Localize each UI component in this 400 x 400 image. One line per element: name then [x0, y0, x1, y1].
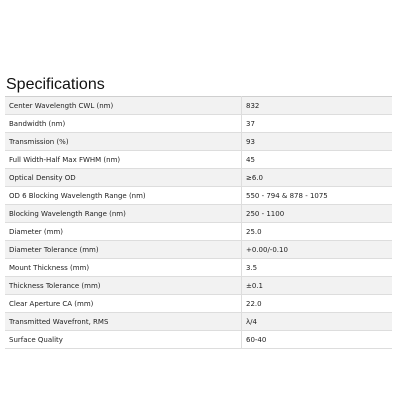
spec-row-diameter: [5, 223, 392, 241]
specifications-table: [5, 96, 392, 349]
spec-label: Center Wavelength CWL (nm): [5, 97, 242, 115]
spec-row-fwhm: [5, 151, 392, 169]
spec-value: 550 - 794 & 878 - 1075: [242, 187, 393, 205]
spec-value: ±0.1: [242, 277, 393, 295]
spec-row-diameter-tolerance: [5, 241, 392, 259]
spec-row-transmitted-wavefront: [5, 313, 392, 331]
spec-row-thickness-tolerance: [5, 277, 392, 295]
spec-label: Surface Quality: [5, 331, 242, 349]
spec-row-optical-density: [5, 169, 392, 187]
section-title: Specifications: [6, 76, 105, 93]
spec-row-center-wavelength: [5, 97, 392, 115]
spec-value: 93: [242, 133, 393, 151]
spec-label: Blocking Wavelength Range (nm): [5, 205, 242, 223]
spec-value: 25.0: [242, 223, 393, 241]
spec-row-od6-blocking-range: [5, 187, 392, 205]
spec-value: 60-40: [242, 331, 393, 349]
spec-value: 832: [242, 97, 393, 115]
spec-label: Transmission (%): [5, 133, 242, 151]
spec-value: λ/4: [242, 313, 393, 331]
spec-label: Bandwidth (nm): [5, 115, 242, 133]
spec-label: Thickness Tolerance (mm): [5, 277, 242, 295]
spec-value: 45: [242, 151, 393, 169]
spec-label: Optical Density OD: [5, 169, 242, 187]
spec-row-mount-thickness: [5, 259, 392, 277]
spec-value: 250 - 1100: [242, 205, 393, 223]
spec-row-blocking-range: [5, 205, 392, 223]
spec-label: OD 6 Blocking Wavelength Range (nm): [5, 187, 242, 205]
spec-label: Diameter Tolerance (mm): [5, 241, 242, 259]
spec-label: Full Width-Half Max FWHM (nm): [5, 151, 242, 169]
spec-label: Clear Aperture CA (mm): [5, 295, 242, 313]
spec-label: Diameter (mm): [5, 223, 242, 241]
spec-value: +0.00/-0.10: [242, 241, 393, 259]
spec-row-transmission: [5, 133, 392, 151]
spec-value: 22.0: [242, 295, 393, 313]
spec-value: 3.5: [242, 259, 393, 277]
spec-value: 37: [242, 115, 393, 133]
spec-row-surface-quality: [5, 331, 392, 349]
spec-label: Transmitted Wavefront, RMS: [5, 313, 242, 331]
spec-row-clear-aperture: [5, 295, 392, 313]
spec-value: ≥6.0: [242, 169, 393, 187]
spec-label: Mount Thickness (mm): [5, 259, 242, 277]
specifications-table-body: [5, 97, 392, 349]
spec-row-bandwidth: [5, 115, 392, 133]
